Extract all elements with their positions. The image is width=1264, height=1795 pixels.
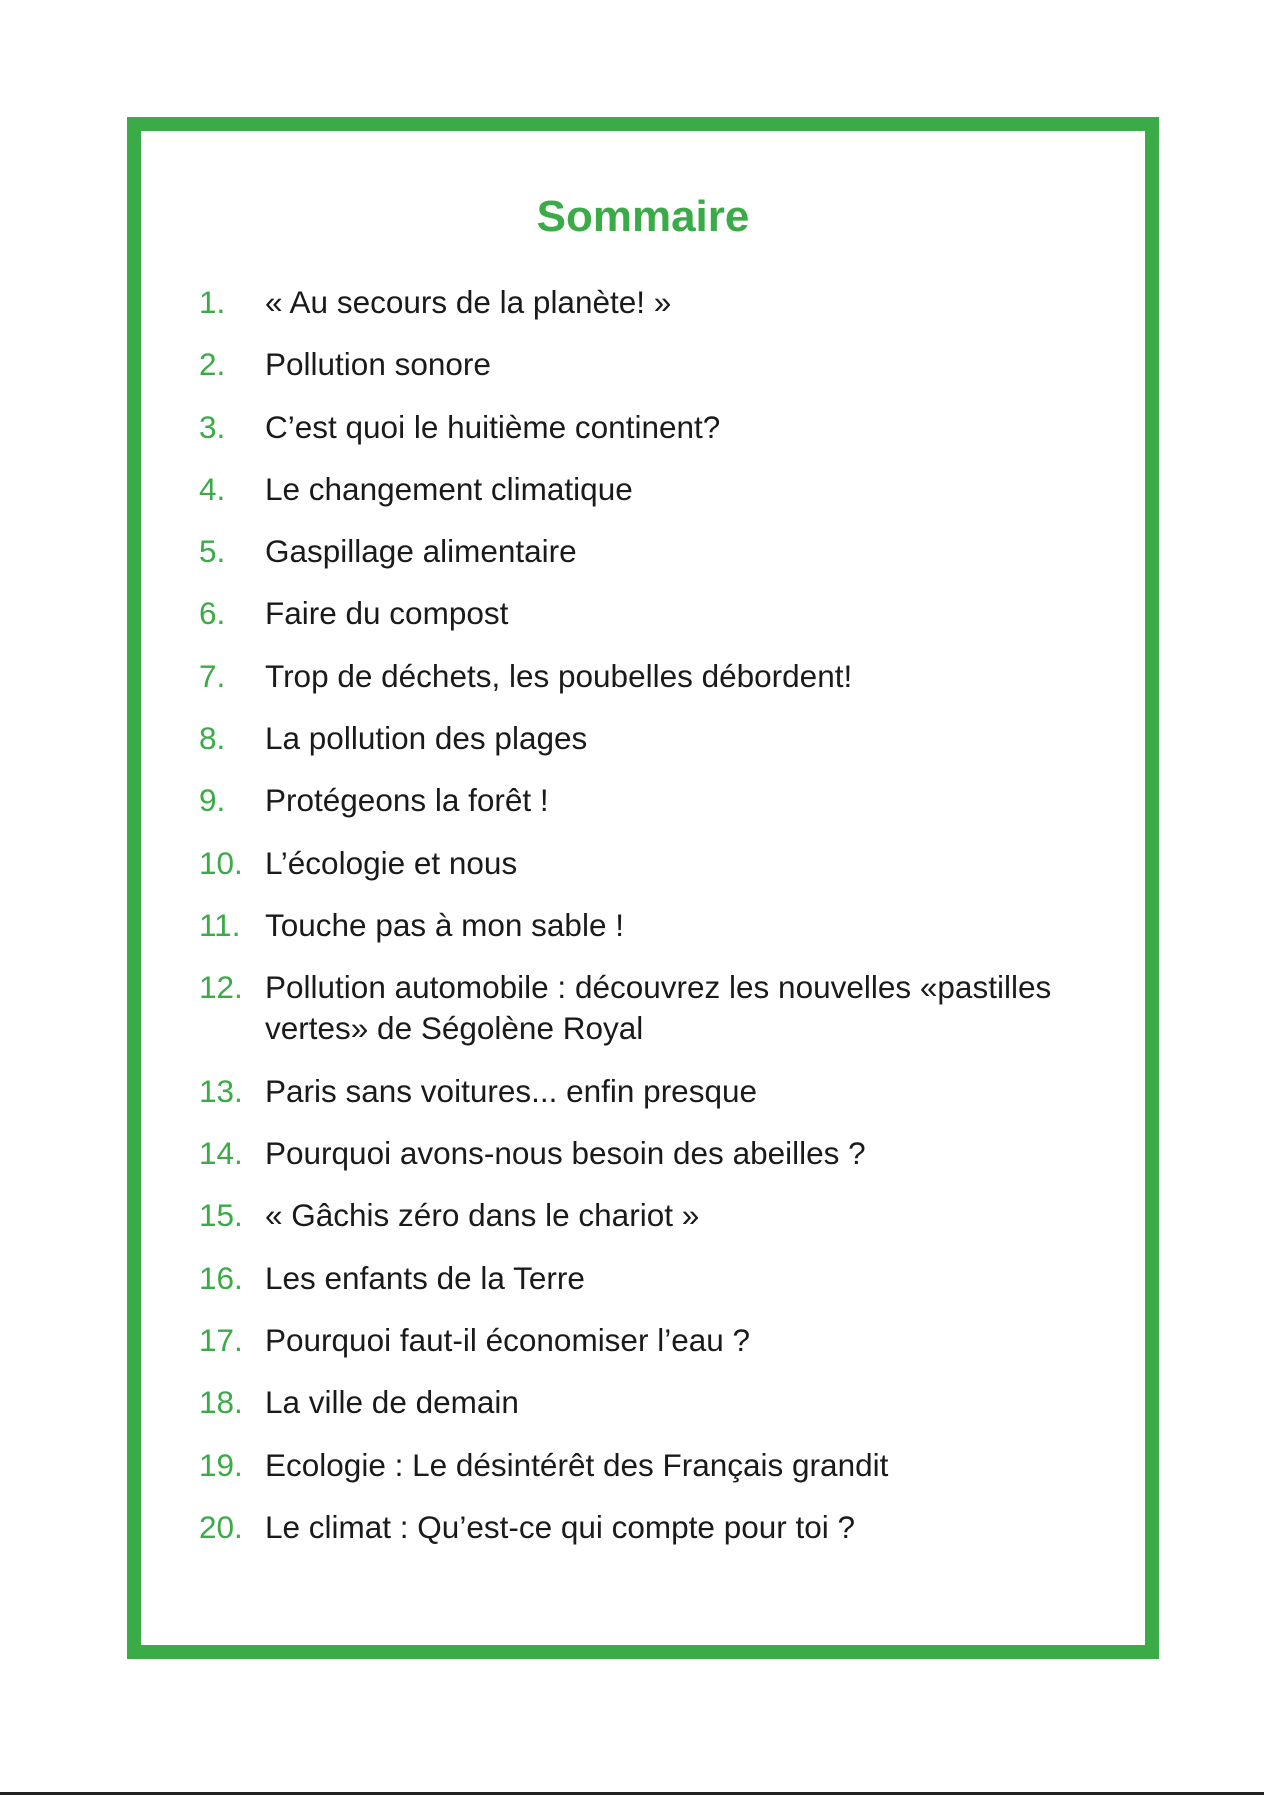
toc-item-number: 2. bbox=[199, 346, 226, 383]
toc-item[interactable] bbox=[199, 718, 1129, 780]
toc-item[interactable] bbox=[199, 1133, 1129, 1195]
toc-item-number: 18. bbox=[199, 1384, 243, 1421]
toc-item-number: 17. bbox=[199, 1321, 243, 1358]
toc-item[interactable] bbox=[199, 905, 1129, 967]
toc-item-number: 9. bbox=[199, 782, 226, 819]
toc-item-title[interactable]: « Gâchis zéro dans le chariot » bbox=[265, 1197, 700, 1234]
toc-item[interactable] bbox=[199, 344, 1129, 406]
toc-item[interactable] bbox=[199, 1258, 1129, 1320]
toc-item-number: 4. bbox=[199, 470, 226, 507]
toc-item[interactable] bbox=[199, 780, 1129, 842]
toc-item-title[interactable]: « Au secours de la planète! » bbox=[265, 284, 672, 320]
toc-item-number: 12. bbox=[199, 969, 243, 1006]
toc-item-title[interactable]: Faire du compost bbox=[265, 595, 509, 632]
toc-item[interactable] bbox=[199, 1507, 1129, 1569]
toc-item-number: 3. bbox=[199, 408, 226, 445]
table-of-contents bbox=[199, 282, 1129, 1569]
toc-item-number: 19. bbox=[199, 1446, 243, 1483]
toc-item-number: 1. bbox=[199, 284, 226, 320]
toc-item-title[interactable]: La ville de demain bbox=[265, 1384, 519, 1421]
toc-item-title[interactable]: Pourquoi avons-nous besoin des abeilles ? bbox=[265, 1135, 866, 1172]
toc-item-number: 10. bbox=[199, 844, 243, 881]
toc-item[interactable] bbox=[199, 1382, 1129, 1444]
toc-item-title[interactable]: Les enfants de la Terre bbox=[265, 1259, 585, 1296]
toc-item-title[interactable]: Protégeons la forêt ! bbox=[265, 782, 549, 819]
toc-item-title[interactable]: L’écologie et nous bbox=[265, 844, 518, 881]
toc-item[interactable] bbox=[199, 1195, 1129, 1257]
toc-item[interactable] bbox=[199, 531, 1129, 593]
toc-item-title[interactable]: Pollution automobile : découvrez les nouvelles «pastilles vertes» de Ségolène Royal bbox=[265, 969, 1052, 1047]
toc-frame bbox=[127, 117, 1159, 1659]
toc-item-number: 15. bbox=[199, 1197, 243, 1234]
toc-item-title[interactable]: Paris sans voitures... enfin presque bbox=[265, 1072, 758, 1109]
toc-item-number: 14. bbox=[199, 1135, 243, 1172]
toc-item-number: 13. bbox=[199, 1072, 243, 1109]
toc-item[interactable] bbox=[199, 1320, 1129, 1382]
toc-item-title[interactable]: Gaspillage alimentaire bbox=[265, 533, 577, 570]
toc-item-number: 7. bbox=[199, 657, 226, 694]
toc-item-number: 20. bbox=[199, 1508, 243, 1545]
toc-item[interactable] bbox=[199, 843, 1129, 905]
toc-item[interactable] bbox=[199, 469, 1129, 531]
toc-item-number: 11. bbox=[199, 906, 241, 943]
toc-item-title[interactable]: C’est quoi le huitième continent? bbox=[265, 408, 721, 445]
toc-item-number: 16. bbox=[199, 1259, 243, 1296]
toc-item-number: 8. bbox=[199, 720, 226, 757]
toc-item[interactable] bbox=[199, 593, 1129, 655]
toc-item[interactable] bbox=[199, 967, 1129, 1071]
toc-item[interactable] bbox=[199, 407, 1129, 469]
toc-item[interactable] bbox=[199, 282, 1129, 344]
toc-item-title[interactable]: Le changement climatique bbox=[265, 470, 633, 507]
page-title: Sommaire bbox=[536, 192, 750, 241]
toc-item-title[interactable]: Pollution sonore bbox=[265, 346, 491, 383]
toc-item-title[interactable]: Trop de déchets, les poubelles débordent! bbox=[265, 657, 853, 694]
toc-item[interactable] bbox=[199, 656, 1129, 718]
toc-item-number: 6. bbox=[199, 595, 226, 632]
toc-item[interactable] bbox=[199, 1071, 1129, 1133]
toc-item-number: 5. bbox=[199, 533, 226, 570]
toc-item[interactable] bbox=[199, 1445, 1129, 1507]
toc-item-title[interactable]: Ecologie : Le désintérêt des Français grandit bbox=[265, 1446, 889, 1483]
toc-item-title[interactable]: La pollution des plages bbox=[265, 720, 588, 757]
toc-item-title[interactable]: Touche pas à mon sable ! bbox=[265, 906, 624, 943]
toc-item-title[interactable]: Pourquoi faut-il économiser l’eau ? bbox=[265, 1321, 751, 1358]
toc-item-title[interactable]: Le climat : Qu’est-ce qui compte pour toi ? bbox=[265, 1508, 856, 1545]
